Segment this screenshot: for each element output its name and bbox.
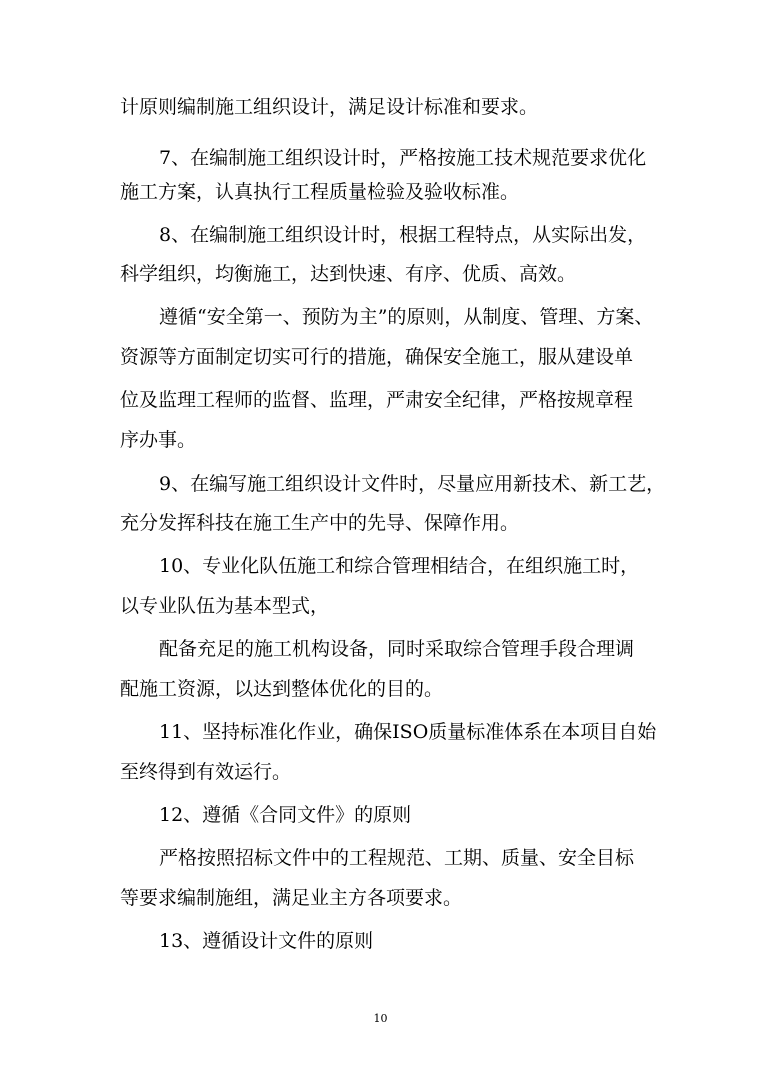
text-line: 位及监理工程师的监督、监理，严肃安全纪律，严格按规章程 — [120, 389, 634, 411]
text-line: 计原则编制施工组织设计，满足设计标准和要求。 — [120, 96, 539, 118]
text-line: 7、在编制施工组织设计时，严格按施工技术规范要求优化 — [159, 147, 647, 169]
text-line: 序办事。 — [120, 429, 197, 451]
text-line: 施工方案，认真执行工程质量检验及验收标准。 — [120, 181, 520, 203]
text-line: 10、专业化队伍施工和综合管理相结合，在组织施工时， — [159, 555, 640, 577]
text-line: 以专业队伍为基本型式， — [120, 595, 330, 617]
text-line: 9、在编写施工组织设计文件时，尽量应用新技术、新工艺， — [159, 473, 666, 495]
text-line: 等要求编制施组，满足业主方各项要求。 — [120, 887, 463, 909]
page-number: 10 — [373, 1012, 388, 1025]
text-line: 11、坚持标准化作业，确保ISO质量标准体系在本项目自始 — [159, 721, 657, 743]
text-line: 遵循“安全第一、预防为主”的原则，从制度、管理、方案、 — [159, 306, 654, 328]
text-line: 8、在编制施工组织设计时，根据工程特点，从实际出发， — [159, 224, 647, 246]
text-line: 配施工资源，以达到整体优化的目的。 — [120, 678, 444, 700]
text-line: 12、遵循《合同文件》的原则 — [159, 804, 412, 826]
text-line: 至终得到有效运行。 — [120, 761, 292, 783]
text-line: 严格按照招标文件中的工程规范、工期、质量、安全目标 — [159, 847, 635, 869]
text-line: 充分发挥科技在施工生产中的先导、保障作用。 — [120, 512, 520, 534]
text-line: 资源等方面制定切实可行的措施，确保安全施工，服从建设单 — [120, 346, 634, 368]
text-line: 13、遵循设计文件的原则 — [159, 930, 374, 952]
text-line: 配备充足的施工机构设备，同时采取综合管理手段合理调 — [159, 638, 635, 660]
text-line: 科学组织，均衡施工，达到快速、有序、优质、高效。 — [120, 263, 577, 285]
